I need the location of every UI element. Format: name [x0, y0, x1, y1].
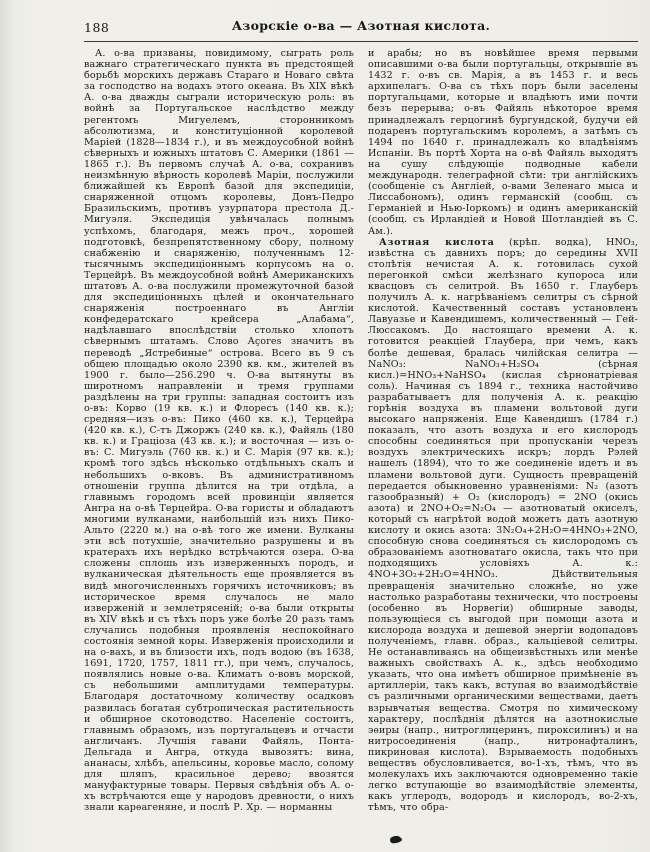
azores-continuation-paragraph: и арабы; но въ новѣйшее время первыми описавшими о-ва были португальцы, открывшіе въ 1432 г. о-въ св. Марія, а въ 1453 г. и весь архипелагъ. О-ва съ тѣхъ поръ были заселены португальцами, которые и владѣютъ ими почти безъ перерыва; о-въ Файяль нѣкоторое время принадлежалъ герцогинѣ бургундской, будучи ей подаренъ португальскимъ королемъ, а затѣмъ съ 1494 по 1640 г. принадлежалъ ко владѣніямъ Испаніи. Въ портѣ Хорта на о-вѣ Файяль выходятъ на сушу слѣдующіе подводные кабели международн. телеграфной сѣти: три англійскихъ (сообщеніе съ Англіей, о-вами Зеленаго мыса и Лиссабономъ), одинъ германскій (сообщ. съ Германіей и Нью-Іоркомъ) и одинъ американскій (сообщ. съ Ирландіей и Новой Шотландіей въ С. Ам.). [368, 48, 638, 237]
page-content [84, 18, 638, 844]
two-column-text [84, 48, 638, 844]
page-number: 188 [84, 20, 110, 35]
page-header [84, 18, 638, 38]
left-column [84, 48, 354, 844]
nitric-acid-article-text: (крѣп. водка), HNO₃, извѣстна съ давнихъ поръ; до середины XVII столѣтія нечистая А. к. готовилась сухой перегонкой смѣси желѣзнаго купороса или квасцовъ съ селитрой. Въ 1650 г. Глауберъ получилъ А. к. нагрѣваніемъ селитры съ сѣрной кислотой. Качественный составъ установленъ Лавуазье и Кавендишемъ, количественный — Гей-Люссакомъ. До настоящаго времени А. к. готовится реакціей Глаубера, при чемъ, какъ болѣе дешевая, бралась чилійская селитра — NaNO₃: NaNO₃+H₂SO₄ (сѣрная кисл.)=HNO₃+NaHSO₄ (кислая сѣрнонатріевая соль). Начиная съ 1894 г., техника настойчиво разрабатываетъ для полученія А. к. реакцію горѣнія воздуха въ пламени вольтовой дуги высокаго напряженія. Еще Кавендишъ (1784 г.) показалъ, что азотъ воздуха и его кислородъ способны соединяться при пропусканіи черезъ воздухъ электрическихъ искръ; лордъ Рэлей нашелъ (1894), что то же соединеніе идетъ и въ пламени вольтовой дуги. Сущность превращеній передается обыкновенно уравненіями: N₂ (азотъ газообразный) + O₂ (кислородъ) = 2NO (окись азота) и 2NO+O₂=N₂O₄ — азотноватый окиселъ, который съ нагрѣтой водой можетъ дать азотную кислоту и окись азота: 3N₂O₄+2H₂O=4HNO₃+2NO, способную снова соединяться съ кислородомъ съ образованіемъ азотноватаго окисла, такъ что при подходящихъ условіяхъ А. к.: 4NO+3O₂+2H₂O=4HNO₃. Дѣйствительныя превращенія значительно сложнѣе, но уже настолько разработаны технически, что построены (особенно въ Норвегіи) обширные заводы, пользующіеся съ выгодой при помощи азота и кислорода воздуха и дешевой энергіи водопадовъ полученіемъ, главн. образ., кальціевой селитры. Не останавливаясь на общеизвѣстныхъ или менѣе важныхъ свойствахъ А. к., здѣсь необходимо указать, что она имѣетъ обширное примѣненіе въ артиллеріи, такъ какъ, вступая во взаимодѣйствіе съ различными органическими веществами, даетъ взрывчатыя вещества. Смотря по химическому характеру, послѣднія дѣлятся на азотнокислые эѳиры (напр., нитроглицеринъ, пироксилинъ) и на нитросоединенія (напр., нитронафталинъ, пикриновая кислота). Взрываемость подобныхъ веществъ обусловливается, во-1-хъ, тѣмъ, что въ молекулахъ ихъ заключаются одновременно такіе легко вступающіе во взаимодѣйствіе элементы, какъ углеродъ, водородъ и кислородъ, во-2-хъ, тѣмъ, что обра- [368, 236, 638, 814]
azores-article-text: А. о-ва призваны, повидимому, сыграть роль важнаго стратегическаго пункта въ предстоящей борьбѣ морскихъ державъ Стараго и Новаго свѣта за господство на водахъ этого океана. Въ XIX вѣкѣ А. о-ва дважды сыграли историческую роль: въ войнѣ за Португальское наслѣдство между регентомъ Мигуелемъ, сторонникомъ абсолютизма, и конституціонной королевой Маріей (1828—1834 г.), и въ междоусобной войнѣ сѣверныхъ и южныхъ штатовъ С. Америки (1861 — 1865 г.). Въ первомъ случаѣ А. о-ва, сохранивъ неизмѣнную вѣрность королевѣ Маріи, послужили ближайшей къ Европѣ базой для экспедиціи, снаряженной отцомъ королевы, Донъ-Педро Бразильскимъ, противъ узурпатора престола Д.-Мигуэля. Экспедиція увѣнчалась полнымъ успѣхомъ, благодаря, межъ проч., хорошей подготовкѣ, безпрепятственному сбору, полному снабженію и снаряженію, полученнымъ 12-тысячнымъ экспедиціоннымъ корпусомъ на о. Терцейрѣ. Въ междоусобной войнѣ Американскихъ штатовъ А. о-ва послужили промежуточной базой для экспедиціонныхъ цѣлей и окончательнаго снаряженія построеннаго въ Англіи конфедератскаго крейсера „Алабама“, надѣлавшаго впослѣдствіи столько хлопотъ сѣвернымъ штатамъ. Слово Açores значитъ въ переводѣ „Ястребиные“ острова. Всего въ 9 съ общею площадью около 2390 кв. км., жителей въ 1900 г. было—256.290 ч. О-ва вытянуты въ широтномъ направленіи и тремя группами раздѣлены на три группы: западная состоитъ изъ о-въ: Корво (19 кв. к.) и Флоресъ (140 кв. к.); средняя—изъ о-въ: Пико (460 кв. к.), Терцейра (420 кв. к.), С-тъ Джоржъ (240 кв. к.), Файяль (180 кв. к.) и Граціоза (43 кв. к.); и восточная — изъ о-въ: С. Мигуэль (760 кв. к.) и С. Марія (97 кв. к.); кромѣ того здѣсь нѣсколько отдѣльныхъ скалъ и небольшихъ о-вковъ. Въ административномъ отношеніи группа дѣлится на три отдѣла, а главнымъ городомъ всей провинціи является Ангра на о-вѣ Терцейра. О-ва гористы и обладаютъ многими вулканами, наибольшій изъ нихъ Пико-Альто (2220 м.) на о-вѣ того же имени. Вулканы эти всѣ потухшіе, значительно разрушены и въ кратерахъ ихъ нерѣдко встрѣчаются озера. О-ва сложены сплошь изъ изверженныхъ породъ, и вулканическая дѣятельность еще проявляется въ видѣ многочисленныхъ горячихъ источниковъ; въ историческое время случалось не мало изверженій и землетрясеній; о-ва были открыты въ XIV вѣкѣ и съ тѣхъ поръ уже болѣе 20 разъ тамъ случались подобныя проявленія неспокойнаго состоянія земной коры. Изверженія происходили и на о-вахъ, и въ близости ихъ, подъ водою (въ 1638, 1691, 1720, 1757, 1811 гг.), при чемъ, случалось, появлялись новые о-ва. Климатъ о-вовъ морской, съ небольшими амплитудами температуры. Благодаря достаточному количеству осадковъ развилась богатая субтропическая растительность и обширное скотоводство. Населеніе состоитъ, главнымъ образомъ, изъ португальцевъ и отчасти англичанъ. Лучшія гавани Файяль, Понта-Дельгада и Ангра, откуда вывозятъ: вина, ананасы, хлѣбъ, апельсины, коровье масло, солому для шляпъ, красильное дерево; ввозятся мануфактурные товары. Первыя свѣдѣнія объ А. о-хъ встрѣчаются еще у народовъ древности, о нихъ знали карѳагеняне, и послѣ Р. Хр. — норманны [84, 48, 354, 814]
article-heading: Азотная кислота [379, 236, 495, 248]
running-title: Азорскіе о-ва — Азотная кислота. [231, 18, 491, 33]
nitric-acid-article [368, 237, 638, 814]
header-rule [84, 41, 638, 42]
right-column [368, 48, 638, 844]
